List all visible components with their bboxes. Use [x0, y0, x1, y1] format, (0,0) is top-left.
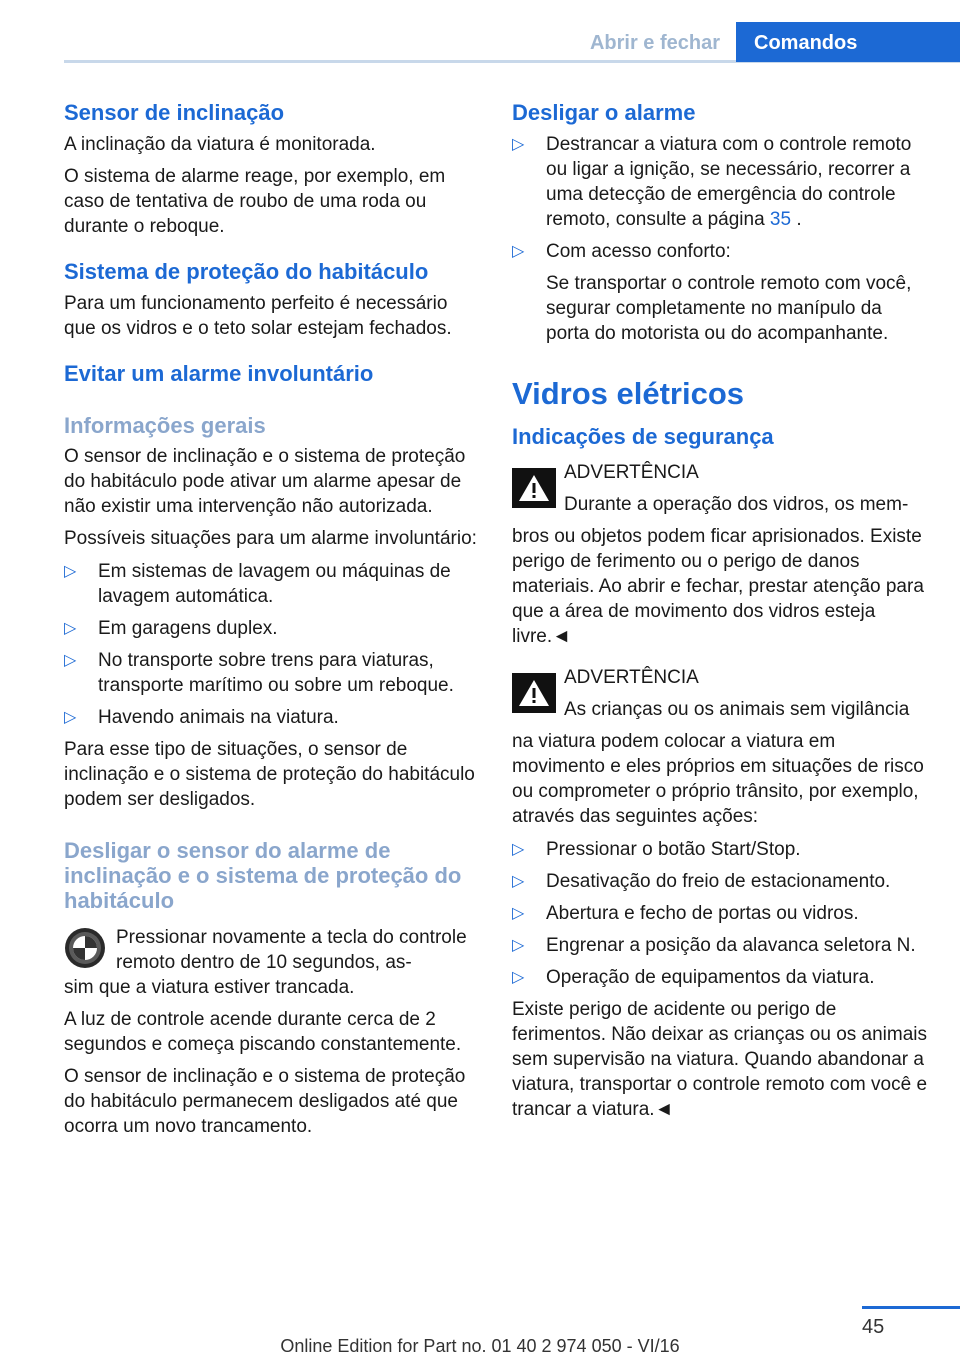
paragraph: Para um funcionamento perfeito é necessário que os vidros e o teto solar estejam fechados. [64, 293, 452, 339]
bullet-triangle-icon: ▷ [64, 620, 77, 637]
paragraph: A luz de controle acende durante cerca de 2 segundos e começa piscando constantemente. [64, 1009, 462, 1055]
bullet-list [64, 559, 478, 730]
footer-edition: Online Edition for Part no. 01 40 2 974 050 - VI/16 [280, 1336, 680, 1356]
paragraph: A inclinação da viatura é monitorada. [64, 134, 376, 155]
paragraph: O sensor de inclinação e o sistema de proteção do habitáculo permanecem desligados até que ocorra um novo trancamento. [64, 1066, 466, 1137]
paragraph: sim que a viatura estiver trancada. [64, 977, 355, 998]
bullet-triangle-icon: ▷ [512, 873, 525, 890]
list-item: ▷ Em sistemas de lavagem ou máquinas de lavagem automática. [64, 561, 451, 607]
page-link[interactable]: 35 [769, 209, 792, 230]
heading-protecao-habitaculo: Sistema de proteção do habitáculo [64, 259, 429, 284]
paragraph: Durante a operação dos vidros, os mem- [564, 494, 909, 515]
heading-sensor-inclinacao: Sensor de inclinação [64, 100, 285, 125]
heading-desligar-alarme: Desligar o alarme [512, 100, 696, 125]
list-item: ▷ Desativação do freio de estacionamento. [512, 871, 891, 892]
paragraph: na viatura podem colocar a viatura em movimento e eles próprios em situações de risco ou comprometer o próprio trânsito, por exemplo, através das seguintes ações: [512, 731, 924, 827]
bullet-triangle-icon: ▷ [512, 969, 525, 986]
list-item: ▷ Em garagens duplex. [64, 618, 278, 639]
warning-block [512, 665, 930, 829]
paragraph: Possíveis situações para um alarme involuntário: [64, 528, 477, 549]
footer-rule [862, 1306, 960, 1309]
bullet-list [512, 837, 930, 990]
paragraph: As crianças ou os animais sem vigilância [564, 699, 910, 720]
subheading-desligar-sensor: Desligar o sensor do alarme de inclinação e o sistema de proteção do habitáculo [64, 838, 462, 913]
list-item: ▷ Abertura e fecho de portas ou vidros. [512, 903, 859, 924]
paragraph: Existe perigo de acidente ou perigo de ferimentos. Não deixar as crianças ou os animais sem supervisão na viatura. Quando abandonar a viatura, transportar o controle remoto com você e trancar a viatura.◄ [512, 999, 928, 1120]
bullet-triangle-icon: ▷ [512, 136, 525, 153]
subheading-indicacoes-seguranca: Indicações de segurança [512, 424, 774, 449]
warning-title: ADVERTÊNCIA [564, 462, 699, 483]
paragraph: Para esse tipo de situações, o sensor de inclinação e o sistema de proteção do habitáculo podem ser desligados. [64, 739, 475, 810]
bullet-triangle-icon: ▷ [512, 905, 525, 922]
paragraph: bros ou objetos podem ficar aprisionados. Existe perigo de ferimento ou o perigo de danos materiais. Ao abrir e fechar, prestar atenção para que a área de movimento dos vidros esteja livre.◄ [512, 526, 924, 647]
bullet-triangle-icon: ▷ [64, 652, 77, 669]
tab-comandos[interactable]: Comandos [736, 22, 960, 62]
warning-title: ADVERTÊNCIA [564, 667, 699, 688]
bmw-logo-icon [64, 927, 106, 969]
list-item: ▷ No transporte sobre trens para viaturas, transporte marítimo ou sobre um reboque. [64, 650, 454, 696]
bullet-triangle-icon: ▷ [64, 709, 77, 726]
paragraph: O sistema de alarme reage, por exemplo, em caso de tentativa de roubo de uma roda ou durante o reboque. [64, 166, 446, 237]
list-item: ▷ Com acesso conforto: Se transportar o controle remoto com você, segurar completamente no manípulo da porta do motorista ou do acompanhante. [512, 241, 912, 344]
bmw-key-note [64, 925, 478, 1000]
bullet-triangle-icon: ▷ [512, 243, 525, 260]
tab-abrir-e-fechar[interactable]: Abrir e fechar [589, 32, 720, 54]
list-item: ▷ Engrenar a posição da alavanca seletora N. [512, 935, 916, 956]
list-item: ▷ Pressionar o botão Start/Stop. [512, 839, 801, 860]
list-item: ▷ Havendo animais na viatura. [64, 707, 339, 728]
warning-block [512, 460, 930, 649]
bullet-list [512, 132, 930, 346]
paragraph: O sensor de inclinação e o sistema de proteção do habitáculo pode ativar um alarme apesar de não existir uma intervenção não autorizada. [64, 446, 466, 517]
list-item: ▷ Operação de equipamentos da viatura. [512, 967, 875, 988]
bullet-triangle-icon: ▷ [512, 841, 525, 858]
subheading-informacoes-gerais: Informações gerais [64, 413, 266, 438]
warning-triangle-icon [512, 468, 556, 508]
heading-evitar-alarme: Evitar um alarme involuntário [64, 361, 374, 386]
bullet-triangle-icon: ▷ [64, 563, 77, 580]
warning-triangle-icon [512, 673, 556, 713]
bullet-triangle-icon: ▷ [512, 937, 525, 954]
paragraph: Pressionar novamente a tecla do controle remoto dentro de 10 segundos, as- [116, 927, 467, 973]
right-column [512, 100, 930, 1129]
list-item: ▷ Destrancar a viatura com o controle remoto ou ligar a ignição, se necessário, recorrer a uma detecção de emergência do controle remoto, consulte a página 35 . [512, 134, 912, 230]
page-number: 45 [862, 1316, 885, 1338]
heading-vidros-eletricos: Vidros elétricos [512, 376, 745, 411]
left-column [64, 100, 478, 1146]
